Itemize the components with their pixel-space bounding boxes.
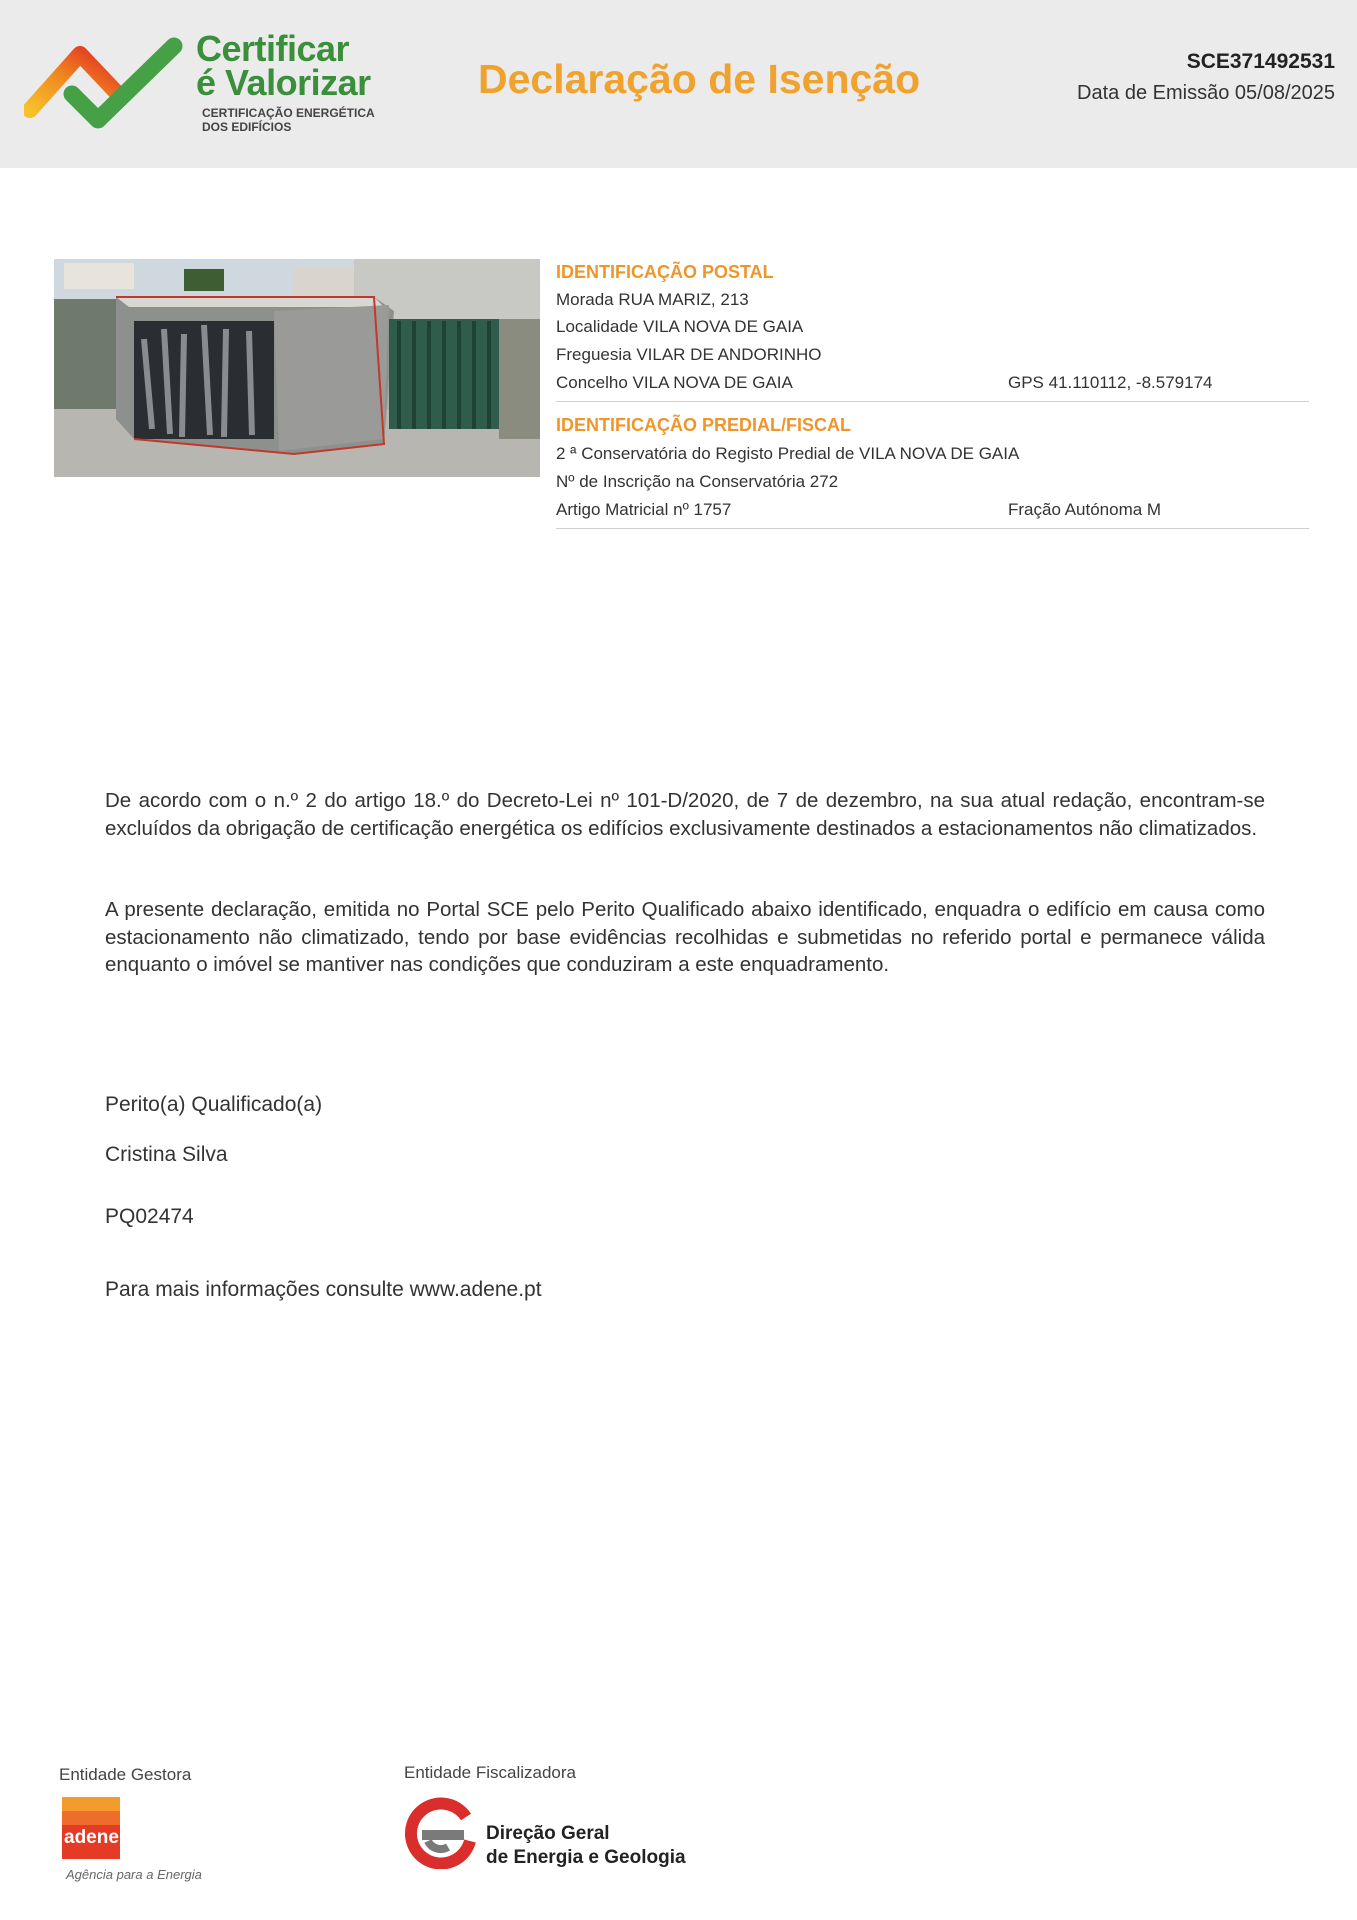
- postal-section-title: IDENTIFICAÇÃO POSTAL: [556, 262, 774, 282]
- adene-tagline: Agência para a Energia: [66, 1867, 202, 1882]
- predial-section-title: IDENTIFICAÇÃO PREDIAL/FISCAL: [556, 415, 851, 435]
- garage-photo-illustration: [54, 259, 540, 477]
- postal-divider: [556, 401, 1309, 402]
- expert-role: Perito(a) Qualificado(a): [105, 1093, 323, 1116]
- legal-paragraph: De acordo com o n.º 2 do artigo 18.º do Decreto-Lei nº 101-D/2020, de 7 de dezembro, na sua atual redação, encontram-se excluídos da obrigação de certificação energética os edifícios exclusivamente destinados a estacionamentos não climatizados.: [105, 789, 1265, 840]
- dgeg-text-line2: de Energia e Geologia: [486, 1847, 686, 1868]
- expert-name: Cristina Silva: [105, 1143, 228, 1166]
- logo-text-line1: Certificar: [196, 28, 350, 69]
- logo-text-line2: é Valorizar: [196, 62, 371, 103]
- logo-subtitle-line2: DOS EDIFÍCIOS: [202, 120, 292, 134]
- issue-date: Data de Emissão 05/08/2025: [1077, 82, 1335, 104]
- check-house-icon: [24, 32, 199, 137]
- autonomous-fraction-field: Fração Autónoma M: [1008, 500, 1162, 519]
- document-title: Declaração de Isenção: [478, 56, 921, 102]
- gps-field: GPS 41.110112, -8.579174: [1008, 373, 1213, 392]
- parish-field: Freguesia VILAR DE ANDORINHO: [556, 345, 822, 364]
- supervising-entity-label: Entidade Fiscalizadora: [404, 1763, 576, 1782]
- header-band: [0, 0, 1357, 168]
- certificar-logo: [24, 28, 384, 138]
- predial-divider: [556, 528, 1309, 529]
- certificate-code: SCE371492531: [1186, 50, 1335, 73]
- dgeg-logo-icon: [404, 1795, 478, 1869]
- info-line: Para mais informações consulte www.adene.pt: [105, 1278, 542, 1301]
- expert-id: PQ02474: [105, 1205, 194, 1228]
- registration-number-field: Nº de Inscrição na Conservatória 272: [556, 472, 839, 491]
- logo-subtitle-line1: CERTIFICAÇÃO ENERGÉTICA: [202, 106, 375, 120]
- address-field: Morada RUA MARIZ, 213: [556, 290, 749, 309]
- dgeg-text-line1: Direção Geral: [486, 1823, 610, 1844]
- matrix-article-field: Artigo Matricial nº 1757: [556, 500, 732, 519]
- adene-logo-text: adene: [64, 1827, 119, 1848]
- registry-field: 2 ª Conservatória do Registo Predial de VILA NOVA DE GAIA: [556, 444, 1020, 463]
- dgeg-logo: [404, 1795, 686, 1874]
- locality-field: Localidade VILA NOVA DE GAIA: [556, 317, 804, 336]
- managing-entity-label: Entidade Gestora: [59, 1765, 192, 1784]
- building-photo: [54, 259, 540, 477]
- declaration-paragraph: A presente declaração, emitida no Portal SCE pelo Perito Qualificado abaixo identificado, enquadra o edifício em causa como estacionamento não climatizado, tendo por base evidências recolhidas e submetidas no referido portal e permanece válida enquanto o imóvel se mantiver nas condições que conduziram a este enquadramento.: [105, 898, 1265, 976]
- municipality-field: Concelho VILA NOVA DE GAIA: [556, 373, 793, 392]
